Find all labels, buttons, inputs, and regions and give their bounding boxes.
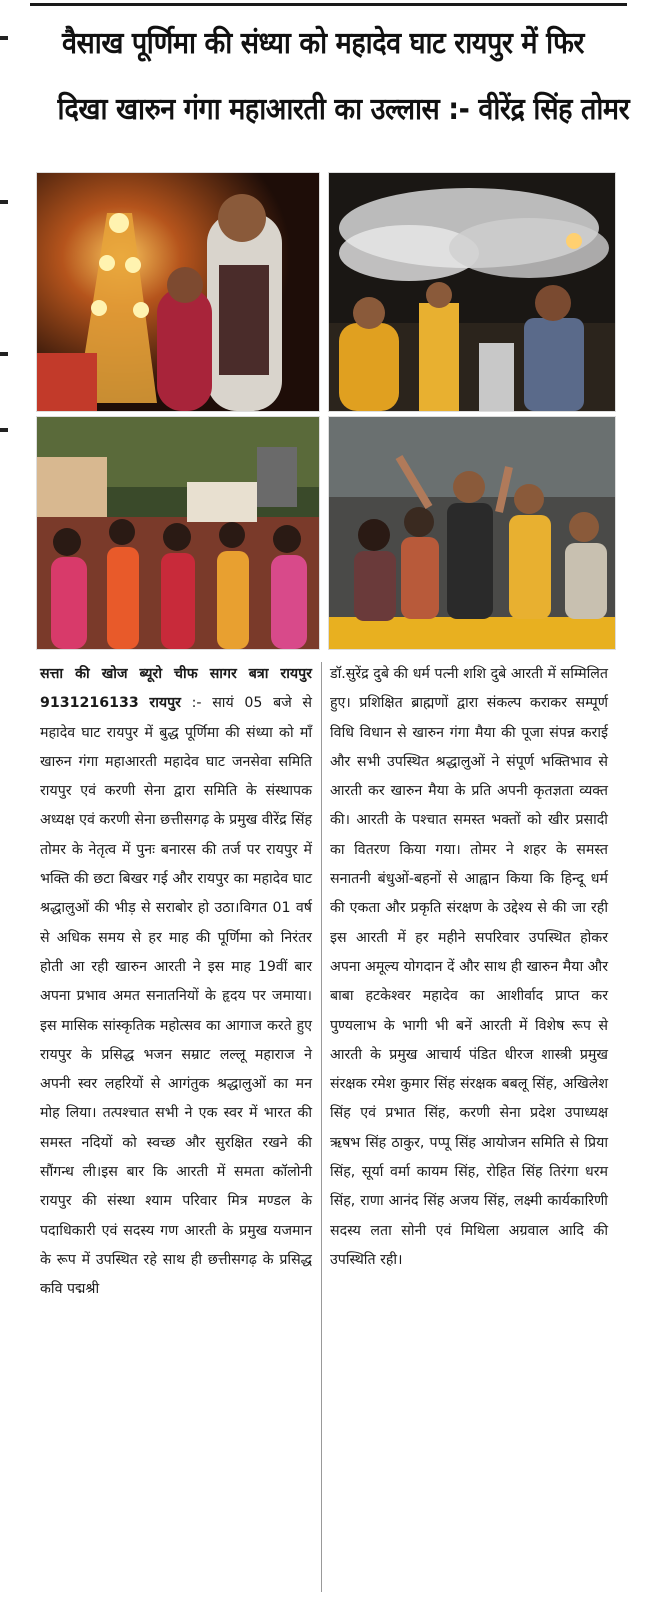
raised-hands-photo [328,416,616,650]
article-body-left: :- सायं 05 बजे से महादेव घाट रायपुर में बुद्ध पूर्णिमा की संध्या को माँ खारुन गंगा महाआरती महादेव घाट जनसेवा समिति रायपुर एवं करणी सेना द्वारा समिति के संस्थापक अध्यक्ष एवं करणी सेना छत्तीसगढ़ के प्रमुख वीरेंद्र सिंह तोमर के नेतृत्व में पुनः बनारस की तर्ज पर रायपुर में भक्ति की छटा बिखर गई और रायपुर का महादेव घाट श्रद्धालुओं की भीड़ से सराबोर हो उठा।विगत 01 वर्ष से अधिक समय से हर माह की पूर्णिमा को निरंतर होती आ रही खारुन आरती ने इस माह 19वीं बार अपना प्रभाव अमत सनातनियों के हृदय पर जमाया। इस मासिक सांस्कृतिक महोत्सव का आगाज करते हुए रायपुर के प्रसिद्ध भजन सम्राट लल्लू महाराज ने अपनी स्वर लहरियों से आगंतुक श्रद्धालुओं का मन मोह लिया। तत्पश्चात सभी ने एक स्वर में भारत की समस्त नदियों को स्वच्छ और सुरक्षित रखने की सौंगन्ध ली।इस बार कि आरती में समता कॉलोनी रायपुर की संस्था श्याम परिवार मित्र मण्डल के पदाधिकारी एवं सदस्य गण आरती के प्रमुख यजमान के रूप में उपस्थित रहे साथ ही छत्तीसगढ़ के प्रसिद्ध कवि पद्मश्री [40,695,312,1298]
smoke-ceremony-photo [328,172,616,412]
headline-line-2: दिखा खारुन गंगा महाआरती का उल्लास :- वीरेंद्र सिंह तोमर [57,92,630,127]
column-divider [321,662,322,1592]
dateline-place: रायपुर [149,695,181,712]
byline: सत्ता की खोज ब्यूरो चीफ सागर बत्रा रायपुर 9131216133 [40,666,312,712]
aarti-lamp-photo [36,172,320,412]
margin-marks [0,0,12,1100]
devotees-crowd-photo [36,416,320,650]
article-column-left [40,660,312,1305]
headline-line-1: वैसाख पूर्णिमा की संध्या को महादेव घाट रायपुर में फिर [61,26,585,61]
photo-grid [36,172,616,648]
article-column-right [330,660,608,1275]
article-body-right: डॉ.सुरेंद्र दुबे की धर्म पत्नी शशि दुबे आरती में सम्मिलित हुए। प्रशिक्षित ब्राह्मणों द्वारा संकल्प कराकर सम्पूर्ण विधि विधान से खारुन गंगा मैया की पूजा संपन्न कराई और सभी उपस्थित श्रद्धालुओं ने संपूर्ण भक्तिभाव से आरती कर खारुन मैया के प्रति अपनी कृतज्ञता व्यक्त की। आरती के पश्चात समस्त भक्तों को खीर प्रसादी का वितरण किया गया। तोमर ने शहर के समस्त सनातनी बंधुओं-बहनों से आह्वान किया कि हिन्दू धर्म की एकता और प्रकृति संरक्षण के उद्देश्य से की जा रही इस आरती में हर महीने सपरिवार उपस्थित होकर अपना अमूल्य योगदान दें और साथ ही खारुन मैया और बाबा हटकेश्वर महादेव का आशीर्वाद प्राप्त कर पुण्यलाभ के भागी भी बनें आरती में विशेष रूप से आरती के प्रमुख आचार्य पंडित धीरज शास्त्री प्रमुख संरक्षक रमेश कुमार सिंह संरक्षक बबलू सिंह, अखिलेश सिंह एवं प्रभात सिंह, करणी सेना प्रदेश उपाध्यक्ष ऋषभ सिंह ठाकुर, पप्पू सिंह आयोजन समिति से प्रिया सिंह, सूर्या वर्मा कायम सिंह, रोहित सिंह तिरंगा धरम सिंह, राणा आनंद सिंह अजय सिंह, लक्ष्मी कार्यकारिणी सदस्य लता सोनी एवं मिथिला अग्रवाल आदि की उपस्थिति रही। [330,666,608,1268]
top-rule [30,3,627,6]
